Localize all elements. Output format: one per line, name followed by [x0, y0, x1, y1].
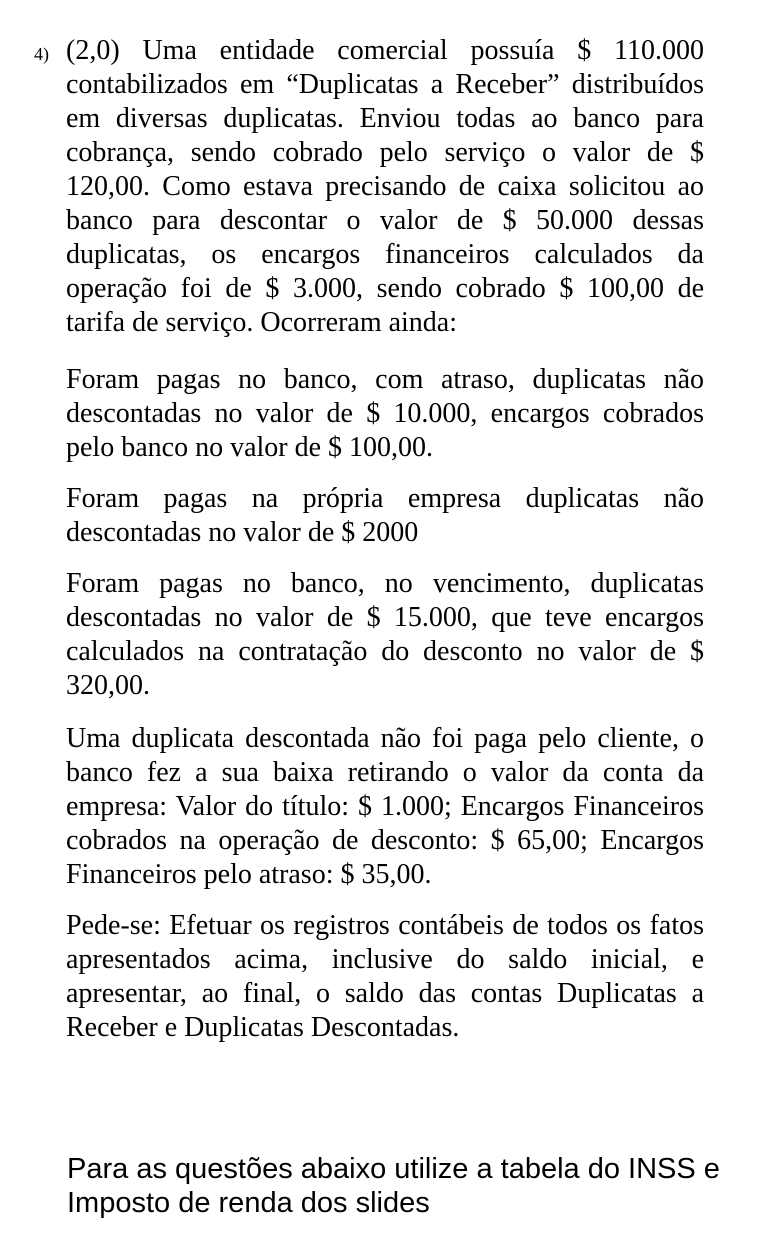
event-paragraph-3: Foram pagas no banco, no vencimento, duplicatas descontadas no valor de $ 15.000, que teve encargos calculados na contratação do desconto no valor de $ 320,00.	[66, 568, 704, 701]
question-intro: (2,0) Uma entidade comercial possuía $ 110.000 contabilizados em “Duplicatas a Receber” distribuídos em diversas duplicatas. Enviou todas ao banco para cobrança, sendo cobrado pelo serviço o valor de $ 120,00. Como estava precisando de caixa solicitou ao banco para descontar o valor de $ 50.000 dessas duplicatas, os encargos financeiros calculados da operação foi de $ 3.000, sendo cobrado $ 100,00 de tarifa de serviço. Ocorreram ainda:	[66, 35, 704, 338]
event-paragraph-1: Foram pagas no banco, com atraso, duplicatas não descontadas no valor de $ 10.000, encargos cobrados pelo banco no valor de $ 100,00.	[66, 364, 704, 463]
event-paragraph-4: Uma duplicata descontada não foi paga pelo cliente, o banco fez a sua baixa retirando o valor da conta da empresa: Valor do título: $ 1.000; Encargos Financeiros cobrados na operação de desconto: $ 65,00; Encargos Financeiros pelo atraso: $ 35,00.	[66, 723, 704, 890]
event-paragraph-2: Foram pagas na própria empresa duplicatas não descontadas no valor de $ 2000	[66, 483, 704, 548]
footer-note: Para as questões abaixo utilize a tabela do INSS e Imposto de renda dos slides	[67, 1153, 720, 1219]
request-paragraph: Pede-se: Efetuar os registros contábeis de todos os fatos apresentados acima, inclusive do saldo inicial, e apresentar, ao final, o saldo das contas Duplicatas a Receber e Duplicatas Descontadas.	[66, 910, 704, 1043]
question-number: 4)	[34, 44, 49, 64]
